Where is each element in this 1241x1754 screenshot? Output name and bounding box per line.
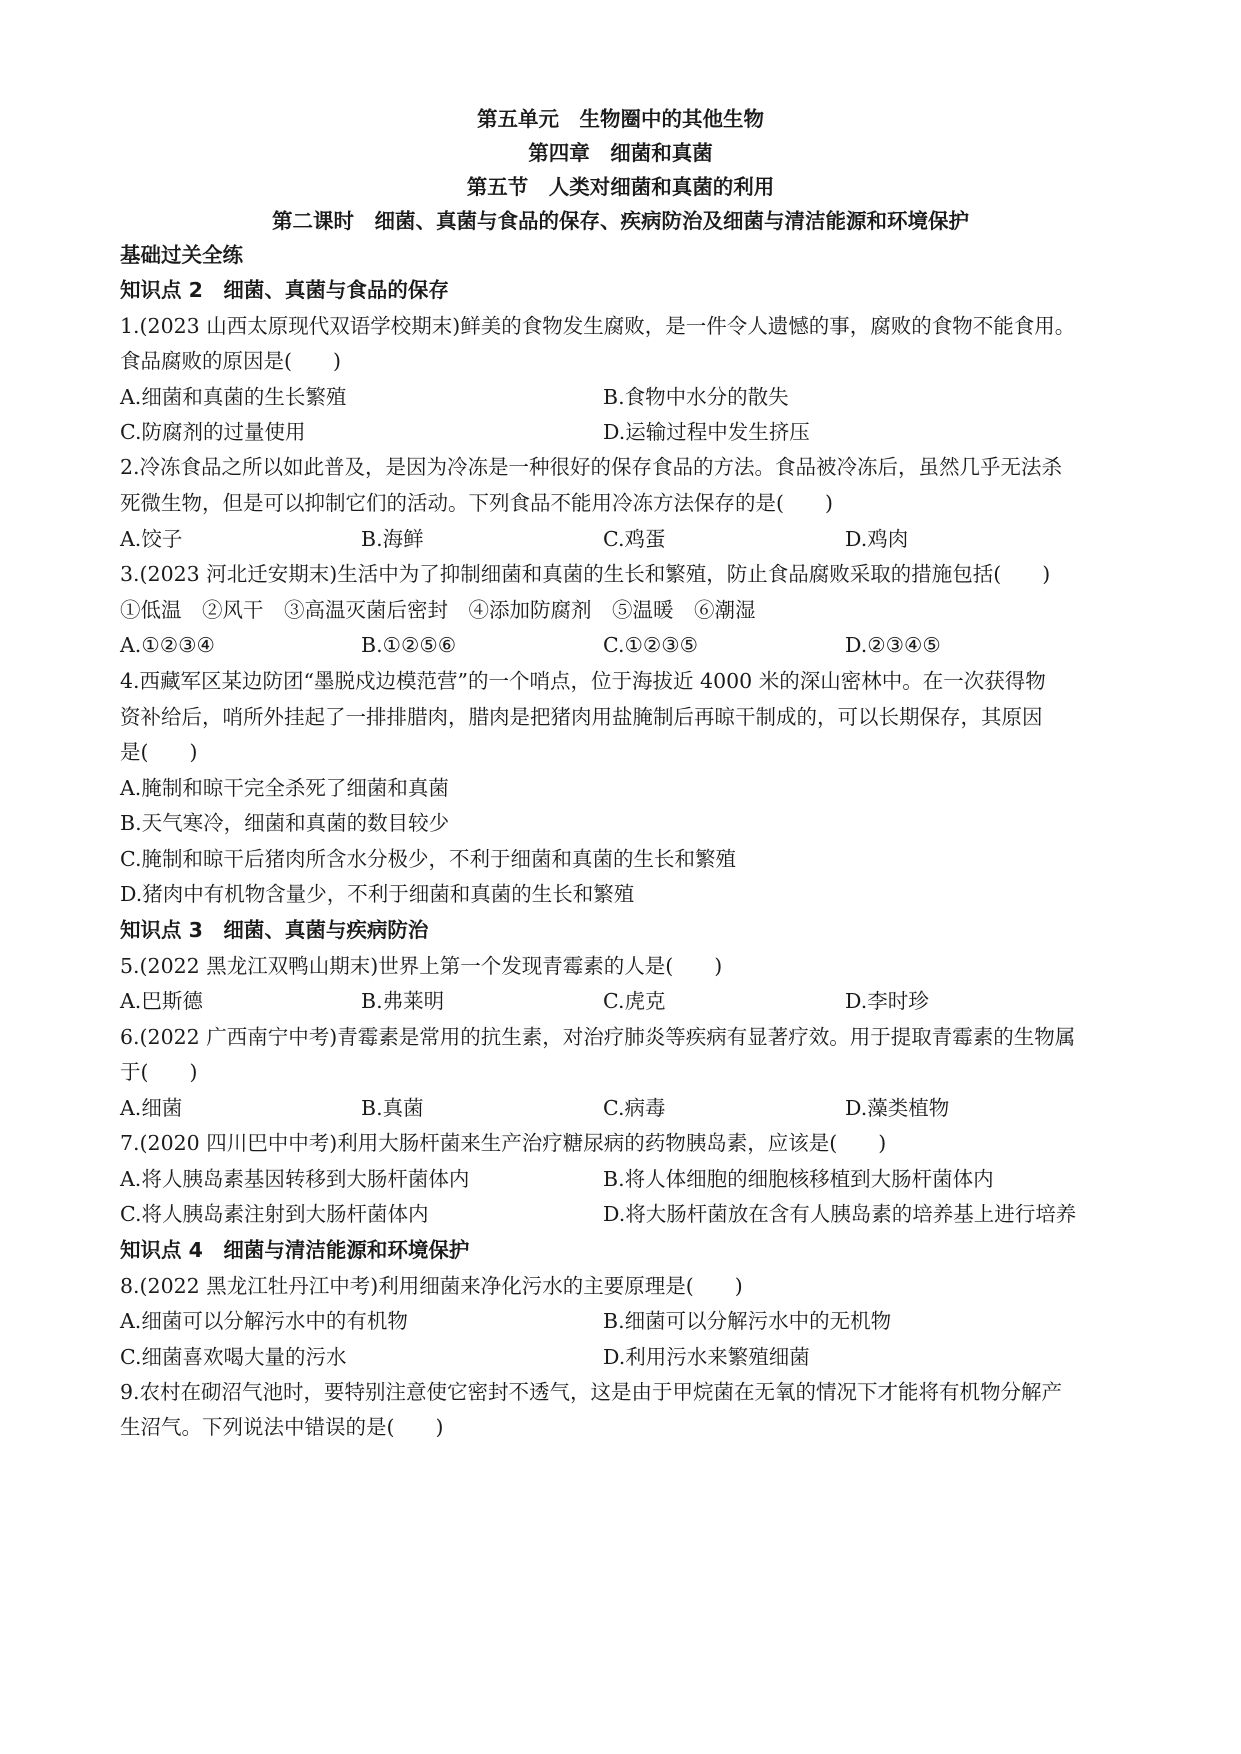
- question-5-option-b: B.弗莱明: [361, 989, 445, 1013]
- question-8-option-a: A.细菌可以分解污水中的有机物: [120, 1309, 408, 1333]
- question-1-option-b: B.食物中水分的散失: [603, 385, 789, 409]
- question-8-line-1: 8.(2022 黑龙江牡丹江中考)利用细菌来净化污水的主要原理是( ): [120, 1274, 743, 1298]
- question-1-line-1: 1.(2023 山西太原现代双语学校期末)鲜美的食物发生腐败，是一件令人遗憾的事，腐败的食物不能食用。: [120, 314, 1076, 338]
- question-4-option-d: D.猪肉中有机物含量少，不利于细菌和真菌的生长和繁殖: [120, 882, 635, 906]
- question-9-line-1: 9.农村在砌沼气池时，要特别注意使它密封不透气，这是由于甲烷菌在无氧的情况下才能将有机物分解产: [120, 1380, 1063, 1404]
- question-6-option-c: C.病毒: [603, 1096, 666, 1120]
- question-5-option-d: D.李时珍: [845, 989, 929, 1013]
- practice-title: 基础过关全练: [120, 243, 243, 267]
- question-5-line-1: 5.(2022 黑龙江双鸭山期末)世界上第一个发现青霉素的人是( ): [120, 954, 723, 978]
- question-1-line-2: 食品腐败的原因是( ): [120, 349, 341, 373]
- question-2-option-d: D.鸡肉: [845, 527, 909, 551]
- knowledge-point-3-heading: 知识点 3 细菌、真菌与疾病防治: [120, 918, 429, 942]
- question-4-line-1: 4.西藏军区某边防团“墨脱戍边模范营”的一个哨点，位于海拔近 4000 米的深山密林中。在一次获得物: [120, 669, 1046, 693]
- question-9-line-2: 生沼气。下列说法中错误的是( ): [120, 1415, 444, 1439]
- question-6-option-a: A.细菌: [120, 1096, 183, 1120]
- question-6-line-2: 于( ): [120, 1060, 198, 1084]
- question-3-option-c: C.①②③⑤: [603, 633, 698, 657]
- question-8-option-c: C.细菌喜欢喝大量的污水: [120, 1345, 347, 1369]
- question-3-option-a: A.①②③④: [120, 633, 215, 657]
- question-1-option-d: D.运输过程中发生挤压: [603, 420, 810, 444]
- question-6-line-1: 6.(2022 广西南宁中考)青霉素是常用的抗生素，对治疗肺炎等疾病有显著疗效。用于提取青霉素的生物属: [120, 1025, 1076, 1049]
- question-8-option-b: B.细菌可以分解污水中的无机物: [603, 1309, 892, 1333]
- question-4-line-2: 资补给后，哨所外挂起了一排排腊肉，腊肉是把猪肉用盐腌制后再晾干制成的，可以长期保存，其原因: [120, 705, 1043, 729]
- question-7-option-d: D.将大肠杆菌放在含有人胰岛素的培养基上进行培养: [603, 1202, 1077, 1226]
- question-3-line-2: ①低温 ②风干 ③高温灭菌后密封 ④添加防腐剂 ⑤温暖 ⑥潮湿: [120, 598, 756, 622]
- unit-title: 第五单元 生物圈中的其他生物: [477, 107, 764, 131]
- question-6-option-d: D.藻类植物: [845, 1096, 950, 1120]
- question-4-option-a: A.腌制和晾干完全杀死了细菌和真菌: [120, 776, 449, 800]
- question-5-option-c: C.虎克: [603, 989, 666, 1013]
- question-4-option-c: C.腌制和晾干后猪肉所含水分极少，不利于细菌和真菌的生长和繁殖: [120, 847, 736, 871]
- question-8-option-d: D.利用污水来繁殖细菌: [603, 1345, 810, 1369]
- question-2-line-2: 死微生物，但是可以抑制它们的活动。下列食品不能用冷冻方法保存的是( ): [120, 491, 833, 515]
- question-2-option-a: A.饺子: [120, 527, 183, 551]
- question-6-option-b: B.真菌: [361, 1096, 424, 1120]
- question-2-option-b: B.海鲜: [361, 527, 424, 551]
- section-title: 第五节 人类对细菌和真菌的利用: [466, 175, 775, 199]
- question-3-option-d: D.②③④⑤: [845, 633, 941, 657]
- question-7-option-b: B.将人体细胞的细胞核移植到大肠杆菌体内: [603, 1167, 994, 1191]
- question-2-option-c: C.鸡蛋: [603, 527, 666, 551]
- question-1-option-a: A.细菌和真菌的生长繁殖: [120, 385, 347, 409]
- knowledge-point-2-heading: 知识点 2 细菌、真菌与食品的保存: [120, 278, 449, 302]
- question-2-line-1: 2.冷冻食品之所以如此普及，是因为冷冻是一种很好的保存食品的方法。食品被冷冻后，虽然几乎无法杀: [120, 455, 1063, 479]
- question-7-option-c: C.将人胰岛素注射到大肠杆菌体内: [120, 1202, 429, 1226]
- question-3-line-1: 3.(2023 河北迁安期末)生活中为了抑制细菌和真菌的生长和繁殖，防止食品腐败采取的措施包括( ): [120, 562, 1051, 586]
- question-4-line-3: 是( ): [120, 740, 198, 764]
- question-3-option-b: B.①②⑤⑥: [361, 633, 457, 657]
- knowledge-point-4-heading: 知识点 4 细菌与清洁能源和环境保护: [120, 1238, 470, 1262]
- question-4-option-b: B.天气寒冷，细菌和真菌的数目较少: [120, 811, 450, 835]
- question-1-option-c: C.防腐剂的过量使用: [120, 420, 306, 444]
- lesson-title: 第二课时 细菌、真菌与食品的保存、疾病防治及细菌与清洁能源和环境保护: [272, 209, 969, 233]
- question-7-line-1: 7.(2020 四川巴中中考)利用大肠杆菌来生产治疗糖尿病的药物胰岛素，应该是( ): [120, 1131, 887, 1155]
- chapter-title: 第四章 细菌和真菌: [528, 141, 713, 165]
- question-7-option-a: A.将人胰岛素基因转移到大肠杆菌体内: [120, 1167, 470, 1191]
- question-5-option-a: A.巴斯德: [120, 989, 203, 1013]
